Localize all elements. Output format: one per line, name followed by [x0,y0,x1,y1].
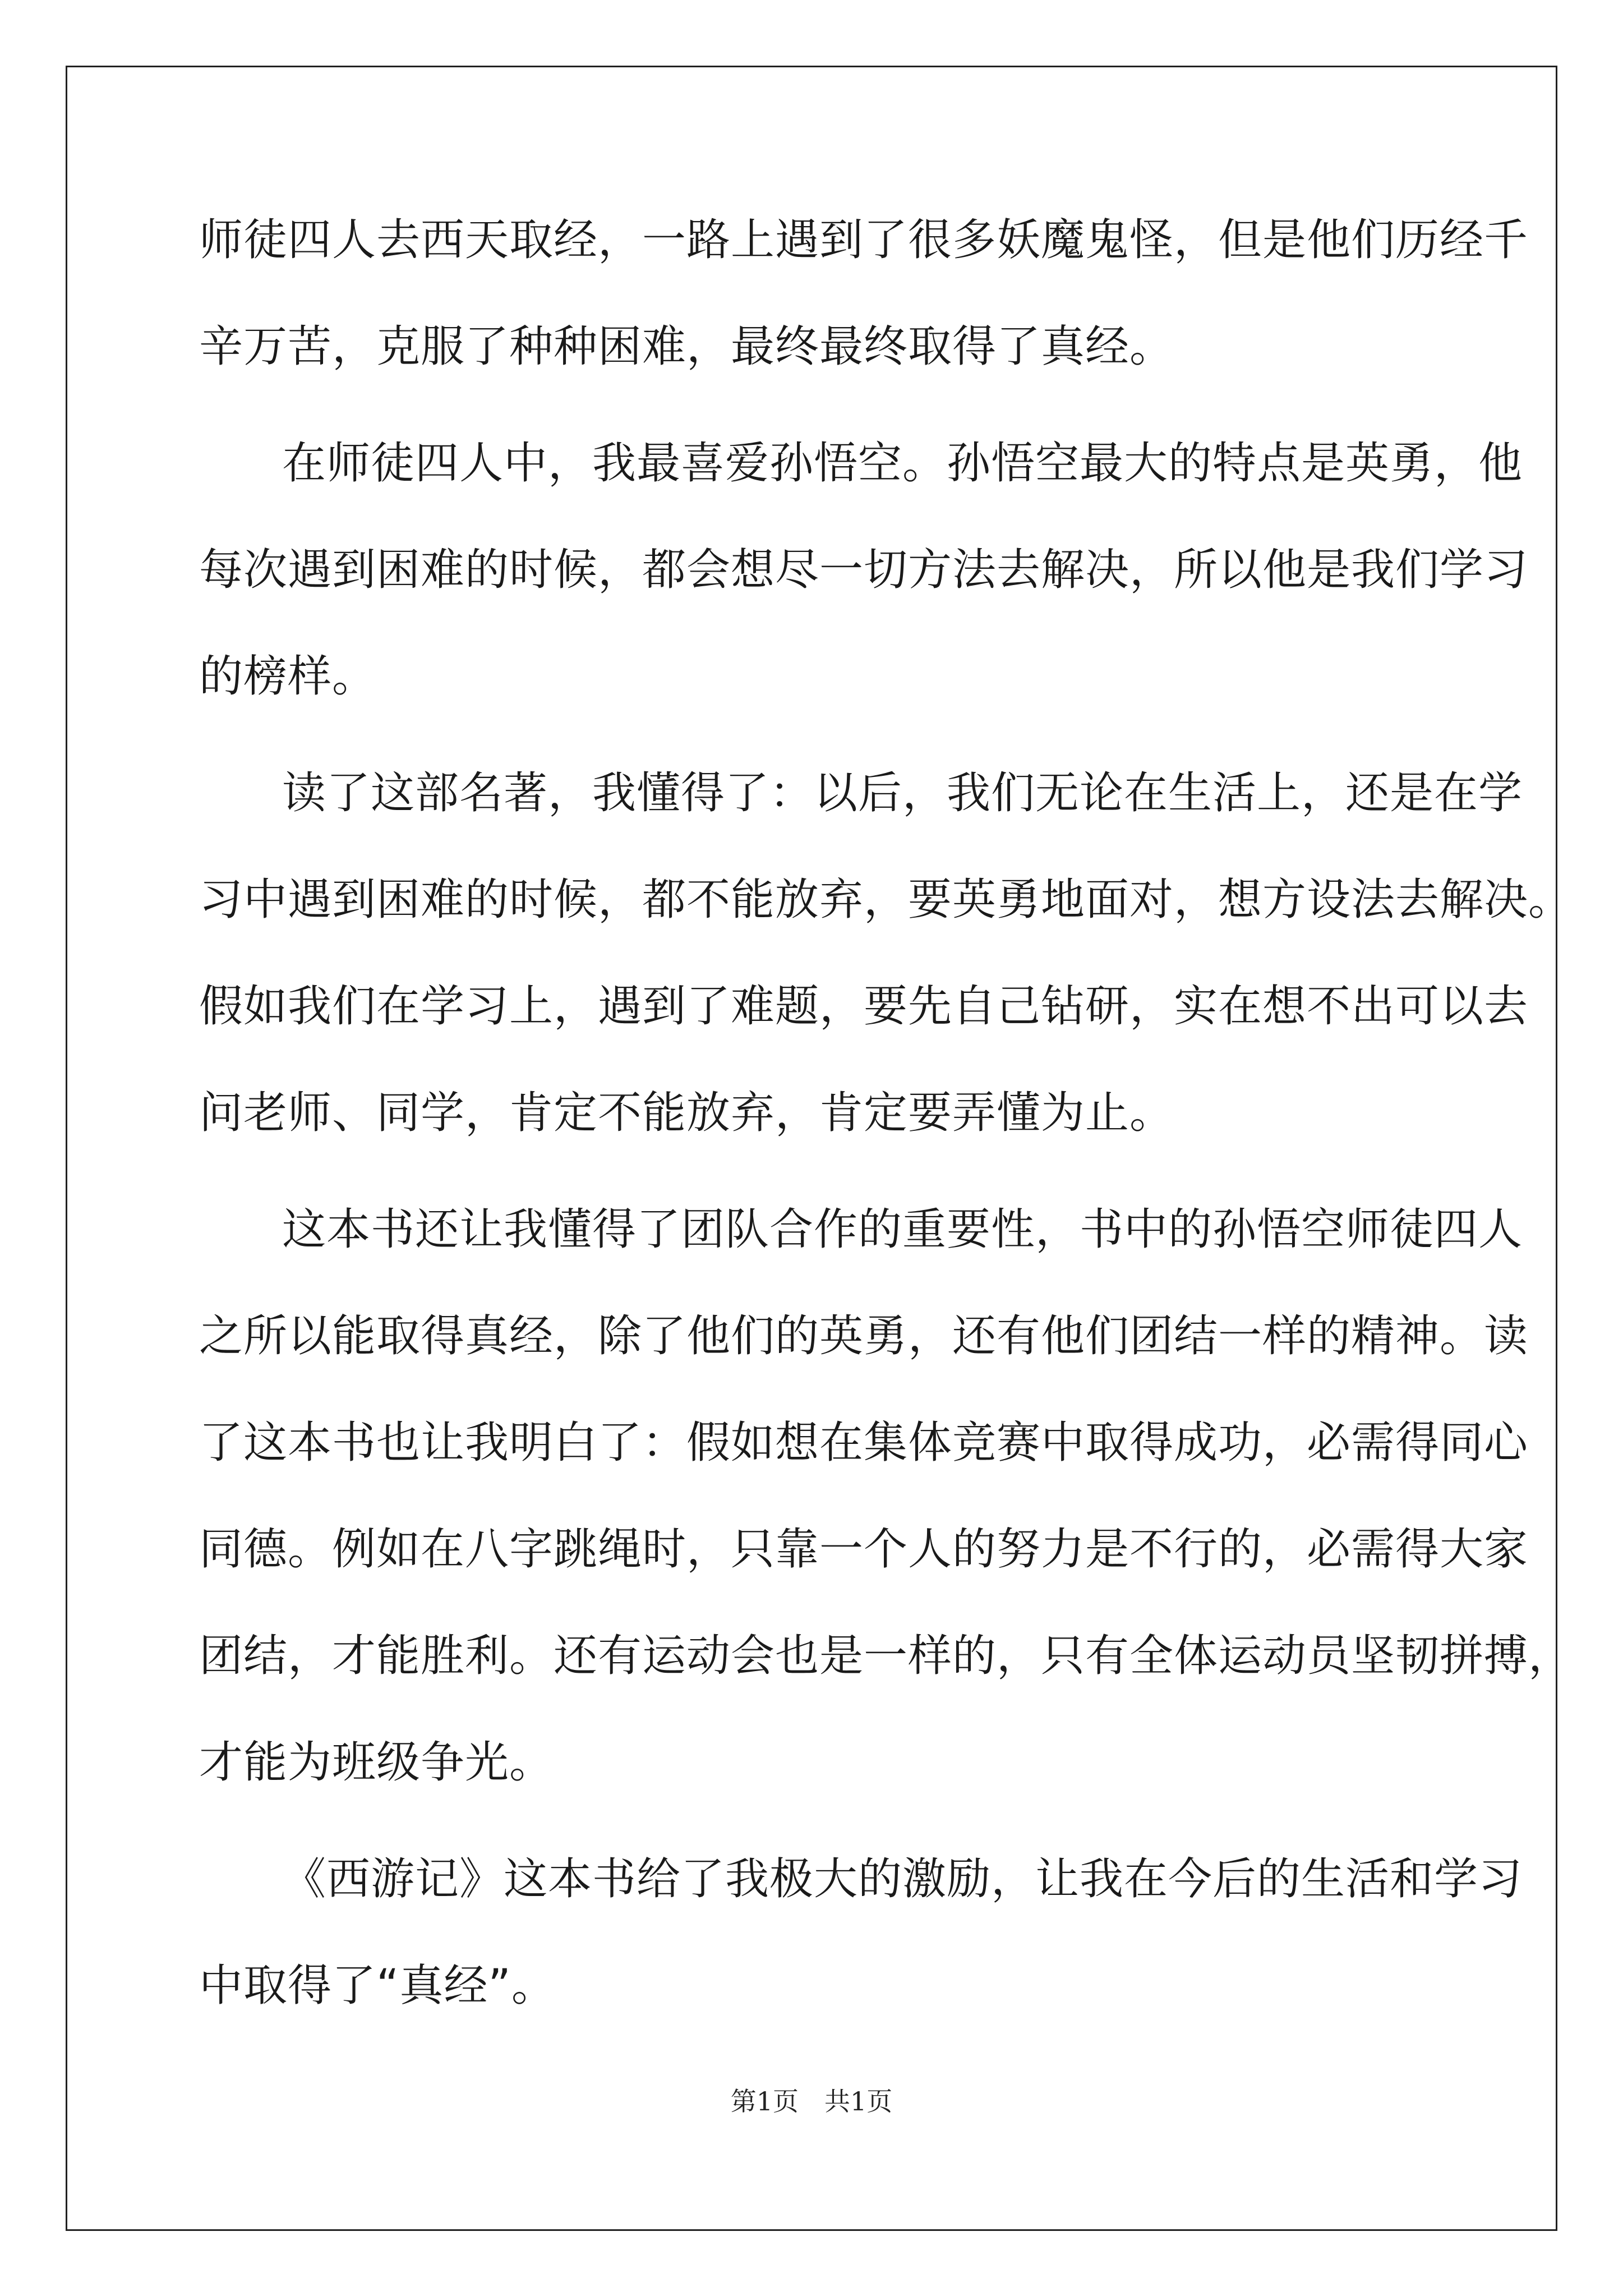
text-line: 之所以能取得真经，除了他们的英勇，还有他们团结一样的精神。读 [199,1311,1529,1361]
text-line: 假如我们在学习上，遇到了难题，要先自己钻研，实在想不出可以去 [199,981,1529,1032]
text-line: 每次遇到困难的时候，都会想尽一切方法去解决，所以他是我们学习 [199,545,1529,595]
page-footer [0,2081,1623,2118]
text-line: 师徒四人去西天取经，一路上遇到了很多妖魔鬼怪，但是他们历经千 [199,215,1529,265]
text-line: 同德。例如在八字跳绳时，只靠一个人的努力是不行的，必需得大家 [199,1524,1529,1575]
text-line: 辛万苦，克服了种种困难，最终最终取得了真经。 [199,321,1174,372]
text-line: 问老师、同学，肯定不能放弃，肯定要弄懂为止。 [199,1088,1174,1138]
paragraph-first-line: 《西游记》这本书给了我极大的激励，让我在今后的生活和学习 [282,1854,1523,1904]
text-line: 了这本书也让我明白了：假如想在集体竞赛中取得成功，必需得同心 [199,1418,1529,1468]
paragraph-first-line: 读了这部名著，我懂得了：以后，我们无论在生活上，还是在学 [282,768,1523,818]
text-line: 习中遇到困难的时候，都不能放弃，要英勇地面对，想方设法去解决。 [199,875,1573,925]
text-line: 团结，才能胜利。还有运动会也是一样的，只有全体运动员坚韧拼搏， [199,1631,1573,1681]
text-line: 中取得了“真经”。 [199,1961,556,2011]
paragraph-first-line: 这本书还让我懂得了团队合作的重要性，书中的孙悟空师徒四人 [282,1204,1523,1255]
text-line: 的榜样。 [199,651,377,702]
page-number: 第1页 [730,2086,799,2116]
page-total: 共1页 [824,2086,893,2116]
paragraph-first-line: 在师徒四人中，我最喜爱孙悟空。孙悟空最大的特点是英勇，他 [282,438,1523,489]
text-line: 才能为班级争光。 [199,1737,554,1788]
page-border [66,66,1557,2231]
